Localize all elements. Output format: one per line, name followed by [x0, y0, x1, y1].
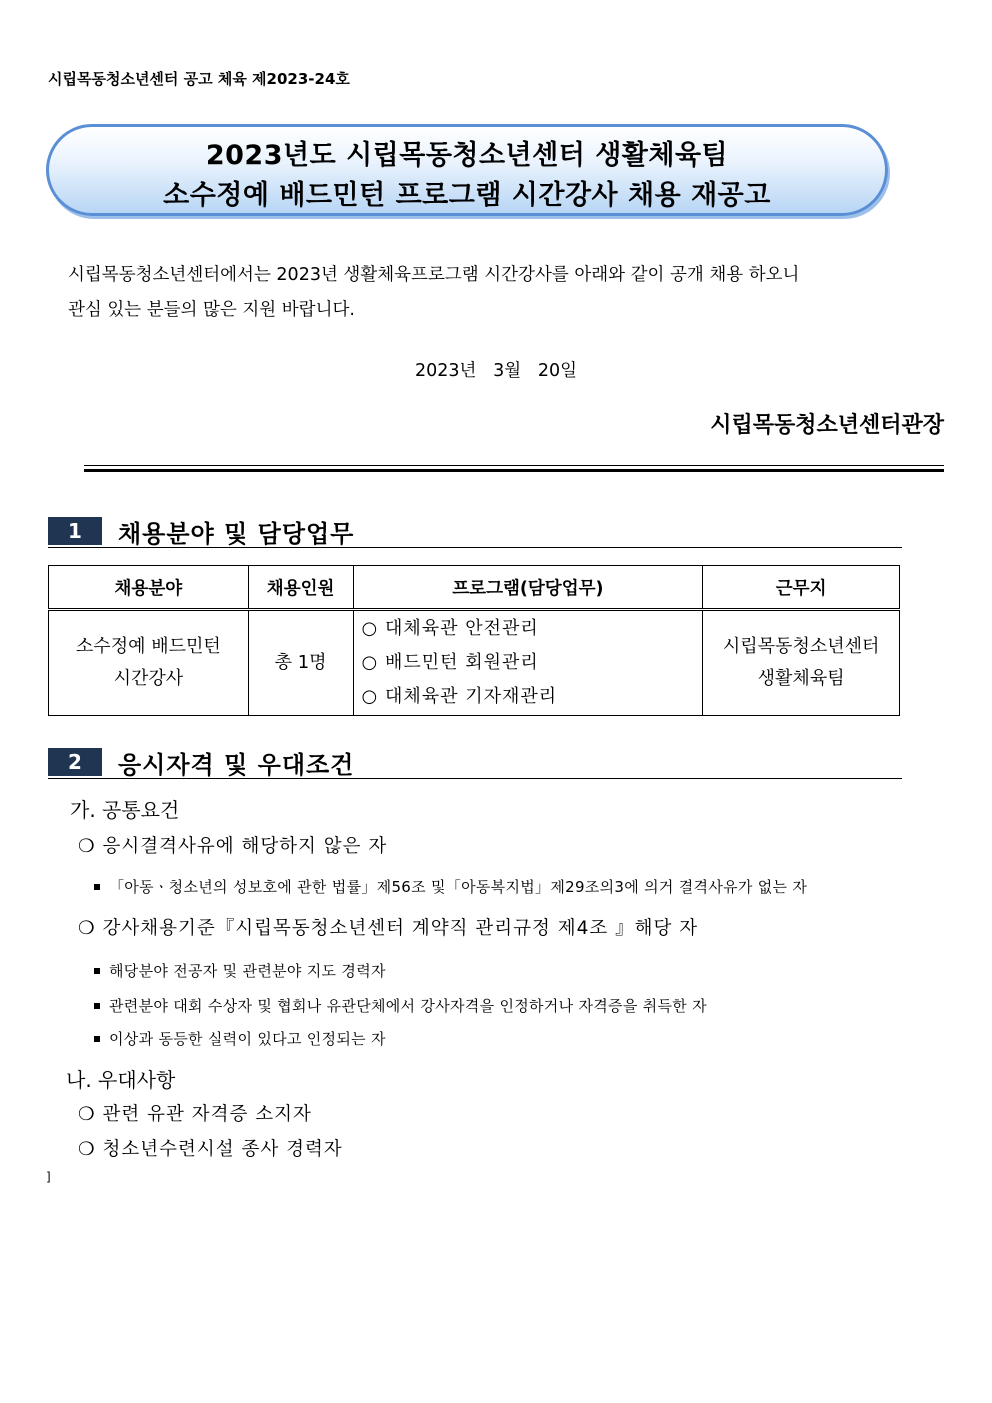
header-location: 근무지	[703, 566, 900, 610]
duty-item: ○ 대체육관 기자재관리	[361, 686, 558, 707]
location-line-1: 시립목동청소년센터	[722, 636, 880, 657]
requirement-item: ❍ 강사채용기준『시립목동청소년센터 계약직 관리규정 제4조 』해당 자	[78, 918, 699, 939]
job-table	[48, 565, 900, 716]
divider-rule-bottom	[84, 469, 944, 472]
header-field: 채용분야	[49, 566, 249, 610]
cell-field	[49, 610, 249, 716]
stray-mark: ]	[46, 1170, 51, 1184]
notice-number: 시립목동청소년센터 공고 체육 제2023-24호	[48, 70, 350, 88]
header-program: 프로그램(담당업무)	[353, 566, 703, 610]
table-row	[49, 610, 900, 716]
subheading-preferences: 나. 우대사항	[66, 1068, 176, 1092]
header-headcount: 채용인원	[248, 566, 353, 610]
requirement-detail: 관련분야 대회 수상자 및 협회나 유관단체에서 강사자격을 인정하거나 자격증을 취득한 자	[94, 995, 707, 1016]
section-2-number: 2	[48, 748, 102, 776]
requirement-detail: 해당분야 전공자 및 관련분야 지도 경력자	[94, 960, 386, 981]
requirement-detail: 「아동ㆍ청소년의 성보호에 관한 법률」제56조 및「아동복지법」제29조의3에 의거 결격사유가 없는 자	[94, 876, 807, 897]
preference-item: ❍ 청소년수련시설 종사 경력자	[78, 1139, 343, 1160]
cell-location	[703, 610, 900, 716]
divider-rule-top	[84, 465, 944, 466]
duty-item: ○ 대체육관 안전관리	[361, 618, 539, 639]
section-2-header	[48, 748, 902, 779]
field-line-1: 소수정예 배드민턴	[75, 636, 221, 657]
table-header-row	[49, 566, 900, 610]
intro-line-2: 관심 있는 분들의 많은 지원 바랍니다.	[68, 300, 355, 320]
duty-item: ○ 배드민턴 회원관리	[361, 652, 539, 673]
subheading-common-requirements: 가. 공통요건	[70, 798, 180, 822]
requirement-detail: 이상과 동등한 실력이 있다고 인정되는 자	[94, 1028, 386, 1049]
cell-headcount: 총 1명	[248, 610, 353, 716]
intro-line-1: 시립목동청소년센터에서는 2023년 생활체육프로그램 시간강사를 아래와 같이 공개 채용 하오니	[68, 265, 800, 285]
preference-item: ❍ 관련 유관 자격증 소지자	[78, 1104, 312, 1125]
section-1-header	[48, 517, 902, 548]
signer: 시립목동청소년센터관장	[710, 413, 944, 438]
section-1-number: 1	[48, 517, 102, 545]
field-line-2: 시간강사	[113, 668, 184, 689]
section-2-title: 응시자격 및 우대조건	[118, 751, 355, 779]
cell-duties	[353, 610, 703, 716]
notice-date: 2023년 3월 20일	[414, 361, 578, 381]
intro-paragraph	[68, 258, 918, 328]
title-line-2: 소수정예 배드민턴 프로그램 시간강사 채용 재공고	[163, 180, 771, 211]
location-line-2: 생활체육팀	[757, 668, 845, 689]
title-line-1: 2023년도 시립목동청소년센터 생활체육팀	[205, 140, 729, 171]
title-banner	[46, 124, 888, 216]
section-1-title: 채용분야 및 담당업무	[118, 520, 355, 548]
requirement-item: ❍ 응시결격사유에 해당하지 않은 자	[78, 836, 388, 857]
